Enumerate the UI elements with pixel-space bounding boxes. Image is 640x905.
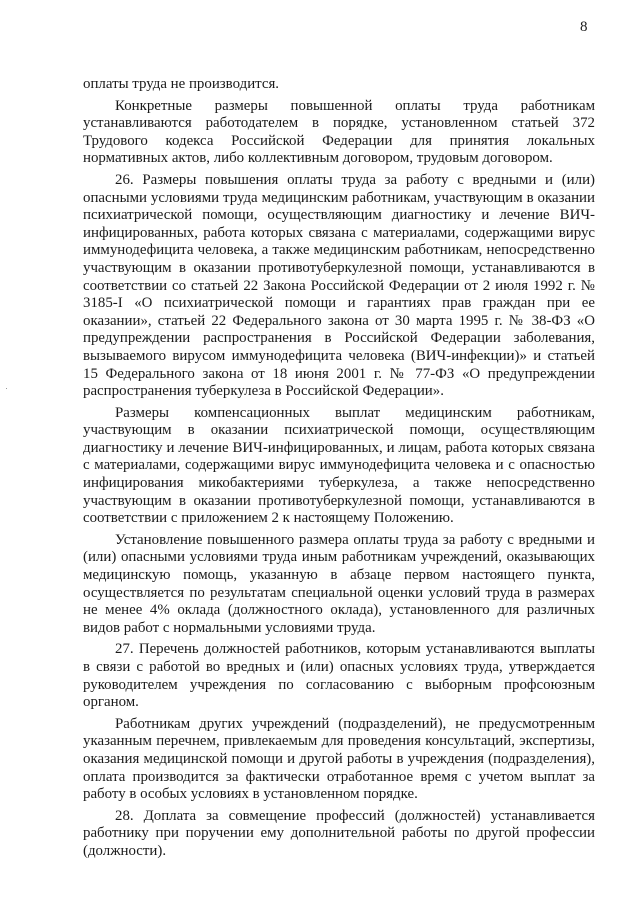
paragraph-other-institutions: Работникам других учреждений (подразделений), не предусмотренным указанным перечнем, привлекаемым для проведения консультаций, экспертизы, оказания медицинской помощи и другой работы в учреждения (подразделения), оплата производится за фактически отработанное время с учетом выплат за работу в особых условиях в установленном порядке. <box>83 715 595 803</box>
paragraph-compensation-sizes: Размеры компенсационных выплат медицинским работникам, участвующим в оказании психиатрической помощи, осуществляющим диагностику и лечение ВИЧ-инфицированных, и лицам, работа которых связана с материалами, содержащими вирус иммунодефицита человека и с опасностью инфицирования микобактериями туберкулеза, а также непосредственно участвующим в оказании противотуберкулезной помощи, устанавливаются в соответствии с приложением 2 к настоящему Положению. <box>83 404 595 527</box>
margin-mark <box>6 388 7 389</box>
paragraph-increased-pay: Установление повышенного размера оплаты труда за работу с вредными и (или) опасными условиями труда иным работникам учреждений, оказывающих медицинскую помощь, указанную в абзаце первом настоящего пункта, осуществляется по результатам специальной оценки условий труда в размерах не менее 4% оклада (должностного оклада), установленного для различных видов работ с нормальными условиями труда. <box>83 531 595 636</box>
paragraph-item-27: 27. Перечень должностей работников, которым устанавливаются выплаты в связи с работой во вредных и (или) опасных условиях труда, утверждается руководителем учреждения по согласованию с выборным профсоюзным органом. <box>83 641 595 711</box>
paragraph-item-26: 26. Размеры повышения оплаты труда за работу с вредными и (или) опасными условиями труда медицинским работникам, участвующим в оказании психиатрической помощи, осуществляющим диагностику и лечение ВИЧ-инфицированных, работа которых связана с материалами, содержащими вирус иммунодефицита человека, а также медицинским работникам, непосредственно участвующим в оказании противотуберкулезной помощи, устанавливаются в соответствии со статьей 22 Закона Российской Федерации от 2 июля 1992 г. № 3185-I «О психиатрической помощи и гарантиях прав граждан при ее оказании», статьей 22 Федерального закона от 30 марта 1995 г. № 38-ФЗ «О предупреждении распространения в Российской Федерации заболевания, вызываемого вирусом иммунодефицита человека (ВИЧ-инфекции)» и статьей 15 Федерального закона от 18 июня 2001 г. № 77-ФЗ «О предупреждении распространения туберкулеза в Российской Федерации». <box>83 171 595 400</box>
paragraph-item-28: 28. Доплата за совмещение профессий (должностей) устанавливается работнику при поручении ему дополнительной работы по другой профессии (должности). <box>83 807 595 859</box>
page-number: 8 <box>580 19 588 35</box>
paragraph-specific-sizes: Конкретные размеры повышенной оплаты труда работникам устанавливаются работодателем в порядке, установленном статьей 372 Трудового кодекса Российской Федерации для принятия локальных нормативных актов, либо коллективным договором, трудовым договором. <box>83 97 595 167</box>
document-body <box>83 76 595 861</box>
paragraph-continuation: оплаты труда не производится. <box>83 76 280 92</box>
